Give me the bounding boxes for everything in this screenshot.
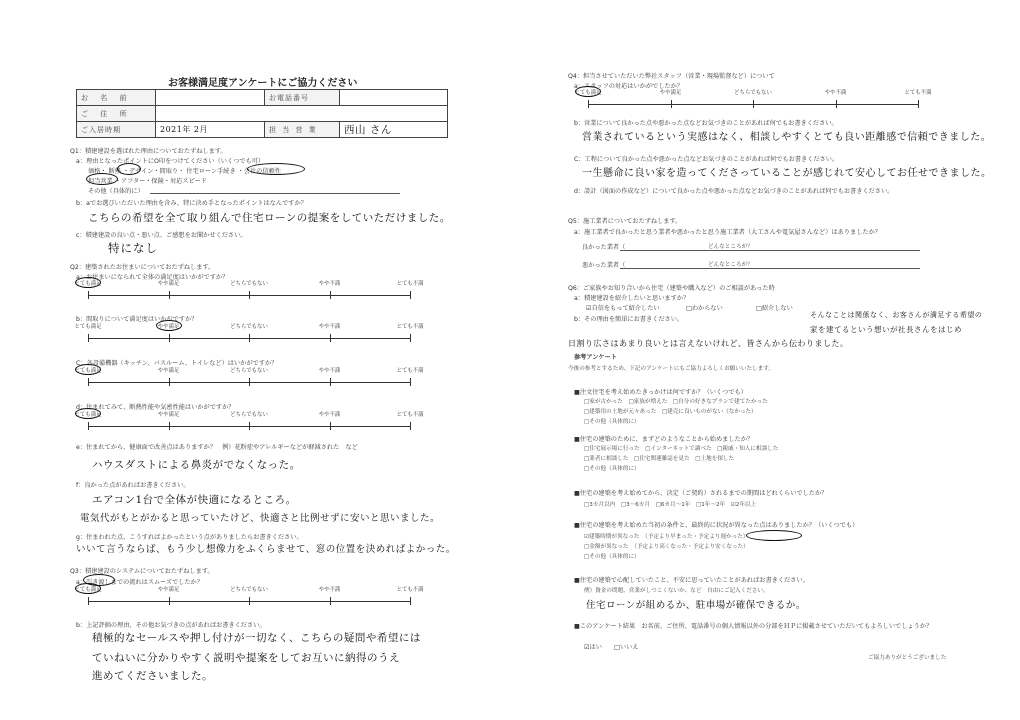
selected-rating-circle xyxy=(75,408,101,419)
scale-tick xyxy=(588,100,589,108)
q3-b: b：上記評価の理由、その他お気づきの点があればお書きください。 xyxy=(76,622,266,629)
scale-label: やや不満 xyxy=(318,368,341,374)
q3-b-answer-2: ていねいに分かりやすく説明や提案をしてお互いに納得のうえ xyxy=(92,652,400,664)
q3-a: a：引き渡しまでの流れはスムーズでしたか？ xyxy=(76,579,203,586)
checkbox-icon: □ xyxy=(756,305,762,312)
scale-label: どちらでもない xyxy=(734,90,772,96)
q6-heading: Q6：ご家族やお知り合いから住宅（建築や購入など）のご相談があった時 xyxy=(568,285,775,292)
reference-intro-1: 今後の参考とするため、下記のアンケートにもご協力よろしくお願いいたします。 xyxy=(568,366,774,372)
scale-tick xyxy=(330,378,331,386)
q4-c: C：工程について良かった点や悪かった点などお気づきのことがあれば何でもお書きください。 xyxy=(574,156,839,163)
scale-tick xyxy=(169,422,170,430)
scale-tick xyxy=(249,422,250,430)
scale-label: とても不満 xyxy=(396,412,424,418)
selected-rating-circle xyxy=(156,320,182,331)
name-label: お 名 前 xyxy=(77,90,156,106)
scale-tick xyxy=(88,291,89,299)
checkbox-icon: □ xyxy=(686,305,692,312)
q6-option-2 xyxy=(686,303,723,312)
scale-tick xyxy=(330,597,331,605)
q1-b: b：aでお選びいただいた理由を含み、特に決め手となったポイントはなんですか？ xyxy=(76,200,307,207)
q2-g-answer: いいて言うならば、もう少し想像力をふくらませて、窓の位置を決めればよかった。 xyxy=(76,544,456,555)
q5-good-label: 良かった業者（ xyxy=(582,244,626,251)
ref-q-b-2: □業者に相談した □住宅関連雑誌を見た □土地を探した xyxy=(584,456,735,462)
scale-tick xyxy=(88,597,89,605)
circle-mark xyxy=(117,163,141,175)
sales-label: 担 当 営 業 xyxy=(265,122,340,138)
q6-option-1-label: 自信をもって紹介したい xyxy=(591,305,660,312)
scale-label: とても満足 xyxy=(74,587,102,593)
scale-tick xyxy=(88,378,89,386)
q3-b-answer-3: 進めてくださいました。 xyxy=(92,670,213,682)
q6-answer-1: そんなことは関係なく、お客さんが満足する希望の xyxy=(810,311,983,319)
ref-q-f: ■このアンケート結果 お名前、ご住所、電話番号の個人情報以外の分部をＨＰに掲載させていただいてもよろしいでしょうか？ xyxy=(574,623,933,630)
scale-label: やや満足 xyxy=(157,281,180,287)
answer-line xyxy=(620,268,920,269)
scale-label: どちらでもない xyxy=(230,281,268,287)
q6-answer-2: 家を建てるという想いが社長さんをはじめ xyxy=(810,325,962,334)
q3-b-answer-1: 積極的なセールスや押し付けが一切なく、こちらの疑問や希望には xyxy=(92,632,421,644)
scale-tick xyxy=(836,100,837,108)
scale-tick xyxy=(753,100,754,108)
ref-q-c: ■住宅の建築を考え始めてから、決定（ご契約）されるまでの期間はどれくらいでしたか？ xyxy=(574,490,828,497)
q4-a: a：スタッフの対応はいかがでしたか？ xyxy=(574,83,683,90)
rating-scale-q2a xyxy=(74,281,424,303)
q4-heading: Q4：担当させていただいた弊社スタッフ（営業・現場監督など）について xyxy=(568,73,775,80)
name-value xyxy=(156,90,265,106)
scale-label: とても満足 xyxy=(74,368,102,374)
scale-tick xyxy=(169,291,170,299)
q1-a: a：理由となったポイントにO印をつけてください（いくつでも可） xyxy=(76,158,265,165)
scale-tick xyxy=(249,597,250,605)
rating-scale-q2b xyxy=(74,324,424,346)
ref-q-a-2: □建築用の土地が元々あった □建売に良いものがない（なかった） xyxy=(584,409,757,415)
ref-q-e-1: 例）資金の問題、営業がしつこくないか、など 自由にご記入ください。 xyxy=(584,588,769,594)
ref-q-e: ■住宅の建築で心配していたこと、不安に思っていたことがあればお書きください。 xyxy=(574,577,809,584)
ref-q-d: ■住宅の建築を考え始めた当初の条件と、最終的に状況が異なった点はありましたか？（いくつでも） xyxy=(574,522,859,529)
scale-tick xyxy=(671,100,672,108)
ref-q-c-1: □3カ月以内 □3～6カ月 □6カ月～1年 □1年～2年 ☑2年以上 xyxy=(584,502,757,508)
scale-label: とても満足 xyxy=(74,324,102,330)
ref-q-e-answer: 住宅ローンが組めるか、駐車場が確保できるか。 xyxy=(586,600,806,611)
customer-info-table xyxy=(76,89,448,138)
scale-label: やや不満 xyxy=(318,412,341,418)
q2-g: g：住まわれた点、こうすればよかったという点がありましたらお書きください。 xyxy=(76,534,303,541)
phone-value xyxy=(340,90,448,106)
ref-q-a: ■注文住宅を考え始めたきっかけは何ですか？（いくつでも） xyxy=(574,389,747,396)
scale-label: やや満足 xyxy=(157,412,180,418)
q6-option-3 xyxy=(756,303,793,312)
q1-b-answer: こちらの希望を全て取り組んで住宅ローンの提案をしていただけました。 xyxy=(88,212,451,224)
ref-q-b: ■住宅の建築のために、まずどのようなことから始めましたか？ xyxy=(574,436,754,443)
selected-rating-circle xyxy=(75,583,101,594)
q5-a: a：施工業者で良かったと思う業者や悪かったと思う施工業者（大工さんや電気屋さんなど）はありましたか？ xyxy=(574,229,881,236)
q1-c: c：積建建設の良い点・悪い点、ご感想をお聞かせください。 xyxy=(76,232,247,239)
ref-q-b-1: □住宅展示場に行った □インターネットで調べた □親戚・知人に相談した xyxy=(584,446,779,452)
move-in-label: ご入居時期 xyxy=(77,122,156,138)
scale-label: とても満足 xyxy=(74,412,102,418)
q3-heading: Q3：積建建設のシステムについておたずねします。 xyxy=(70,568,214,575)
scale-label: やや満足 xyxy=(659,90,682,96)
scale-label: やや満足 xyxy=(157,368,180,374)
q2-f: f：良かった点があればお書きください。 xyxy=(76,482,190,489)
answer-line xyxy=(620,250,920,251)
scale-tick xyxy=(918,100,919,108)
q4-d: d：設計（図面の作成など）について良かった点や悪かった点などお気づきのことがあれば何でもお書きください。 xyxy=(574,188,894,195)
rating-scale-q4a xyxy=(574,90,932,112)
q6-answer-3: 日割り広さはあまり良いとは言えないけれど、皆さんから伝わりました。 xyxy=(568,339,849,348)
scale-label: どちらでもない xyxy=(230,412,268,418)
q1-options-1: 価格・ 断熱 ・デザイン・間取り・ 住宅ローン手続き ・会社の信頼性 xyxy=(88,168,281,175)
scale-label: とても不満 xyxy=(396,368,424,374)
scale-tick xyxy=(410,378,411,386)
rating-scale-q3a xyxy=(74,587,424,609)
selected-rating-circle xyxy=(575,86,601,97)
q4-b-answer: 営業されているという実感はなく、相談しやすくとても良い距離感で信頼できました。 xyxy=(582,132,992,143)
scale-label: やや不満 xyxy=(318,587,341,593)
ref-q-b-3: □その他（具体的に） xyxy=(584,466,640,472)
scale-tick xyxy=(330,422,331,430)
q2-f-answer-1: エアコン1台で全体が快適になるところ。 xyxy=(92,494,297,506)
q5-bad-label: 悪かった業者（ xyxy=(582,262,626,269)
scale-tick xyxy=(410,422,411,430)
ref-q-a-3: □その他（具体的に） xyxy=(584,419,640,425)
circle-mark xyxy=(746,530,802,541)
ref-yes: ☑はい xyxy=(584,644,602,651)
selected-rating-circle xyxy=(75,364,101,375)
q2-heading: Q2：建築されたお住まいについておたずねします。 xyxy=(70,264,215,271)
q4-b: b：営業について良かった点や悪かった点などお気づきのことがあれば何でもお書きください。 xyxy=(574,120,838,127)
scale-label: どちらでもない xyxy=(230,368,268,374)
q1-heading: Q1：積建建設を選ばれた理由についておたずねします。 xyxy=(70,148,227,155)
q5-good-hint: どんなところが？ xyxy=(708,244,753,250)
q6-option-1 xyxy=(586,303,660,312)
q2-e: e：住まれてから、健康面で改善点はありますか？ 例）花粉症やアレルギーなどが軽減された など xyxy=(76,444,358,451)
q2-e-answer: ハウスダストによる鼻炎がでなくなった。 xyxy=(92,459,301,471)
scale-tick xyxy=(249,291,250,299)
q6-option-2-label: わからない xyxy=(691,305,723,312)
q4-c-answer: 一生懸命に良い家を造ってくださっていることが感じれて安心してお任せできました。 xyxy=(582,168,992,179)
rating-scale-q2d xyxy=(74,412,424,434)
scale-tick xyxy=(249,378,250,386)
scale-tick xyxy=(169,378,170,386)
scale-tick xyxy=(410,597,411,605)
scale-label: やや不満 xyxy=(318,281,341,287)
survey-title: お客様満足度アンケートにご協力ください xyxy=(168,78,358,89)
scale-label: とても満足 xyxy=(574,90,602,96)
address-label: ご 住 所 xyxy=(77,106,156,122)
circle-mark xyxy=(86,173,118,185)
q6-b: b：その理由を簡単にお書きください。 xyxy=(574,316,684,323)
scale-label: とても不満 xyxy=(396,281,424,287)
scale-tick xyxy=(249,334,250,342)
q2-c: C：各設備機器（キッチン、バスルーム、トイレなど）はいかがですか？ xyxy=(76,360,278,367)
ref-q-d-2: □金額が異なった （予定より高くなった・予定より安くなった） xyxy=(584,544,749,550)
scale-label: やや不満 xyxy=(824,90,847,96)
q2-f-answer-2: 電気代がもとがかると思っていたけど、快適さと比例せずに安いと思いました。 xyxy=(80,513,441,524)
move-in-value: 2021年 2月 xyxy=(156,122,265,138)
scale-tick xyxy=(88,422,89,430)
scale-label: やや満足 xyxy=(157,587,180,593)
q6-option-3-label: 紹介しない xyxy=(761,305,793,312)
scale-tick xyxy=(410,334,411,342)
q1-c-answer: 特になし xyxy=(108,241,158,255)
scale-label: どちらでもない xyxy=(230,324,268,330)
ref-q-d-1: ☑建築時期が異なった （予定より早まった・予定より遅かった） xyxy=(584,534,749,540)
scale-label: やや満足 xyxy=(157,324,180,330)
right-page xyxy=(510,0,1020,720)
scale-tick xyxy=(169,334,170,342)
scale-label: どちらでもない xyxy=(230,587,268,593)
selected-rating-circle xyxy=(75,277,101,288)
scale-tick xyxy=(88,334,89,342)
answer-line xyxy=(150,193,400,194)
thanks-text: ご協力ありがとうございました xyxy=(868,655,947,661)
scale-tick xyxy=(410,291,411,299)
rating-scale-q2c xyxy=(74,368,424,390)
q2-b: b：間取りについて満足度はいかがですか？ xyxy=(76,316,198,323)
q5-bad-hint: どんなところが？ xyxy=(708,262,753,268)
address-value xyxy=(156,106,448,122)
q6-a: a：積建建設を紹介したいと思いますか？ xyxy=(574,295,690,302)
sales-value: 西山 さん xyxy=(340,122,448,138)
q1-options-2: 担当営業 ・アフター・保険・対応スピード xyxy=(88,178,207,185)
scale-label: とても満足 xyxy=(74,281,102,287)
scale-label: とても不満 xyxy=(904,90,932,96)
scale-label: とても不満 xyxy=(396,587,424,593)
scale-tick xyxy=(330,334,331,342)
scale-tick xyxy=(330,291,331,299)
q1-other: その他（具体的に） xyxy=(88,188,144,195)
phone-label: お電話番号 xyxy=(265,90,340,106)
scale-tick xyxy=(169,597,170,605)
scale-label: やや不満 xyxy=(318,324,341,330)
reference-title: 参考アンケート xyxy=(574,354,617,361)
ref-q-d-3: □その他（具体的に） xyxy=(584,554,640,560)
ref-no: □いいえ xyxy=(614,644,639,651)
circle-mark xyxy=(247,163,305,175)
ref-q-a-1: □家が古かった □家族が増えた □自分の好きなプランで建てたかった xyxy=(584,399,768,405)
scale-label: とても不満 xyxy=(396,324,424,330)
q2-a: a：お住まいになられて全体の満足度はいかがですか？ xyxy=(76,274,229,281)
checked-box-icon: ☑ xyxy=(586,305,592,312)
q2-d: d：住まれてみて、断熱性能や気密性能はいかがですか？ xyxy=(76,404,235,411)
q5-heading: Q5：施工業者についておたずねします。 xyxy=(568,218,682,225)
